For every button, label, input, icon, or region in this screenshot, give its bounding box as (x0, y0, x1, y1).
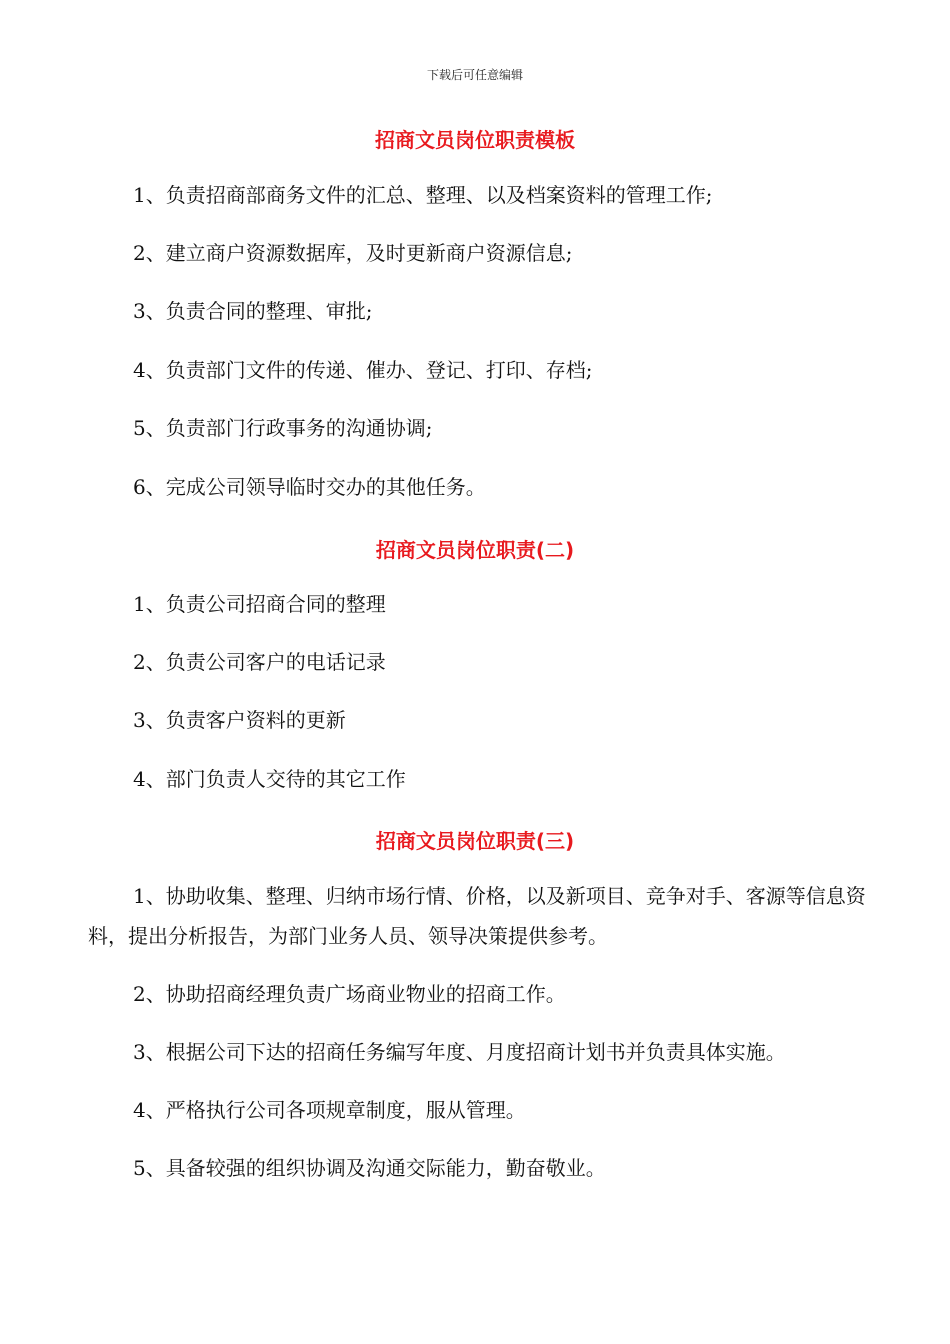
list-item: 4、负责部门文件的传递、催办、登记、打印、存档; (133, 358, 593, 382)
list-item: 3、负责客户资料的更新 (133, 708, 346, 732)
list-item: 5、具备较强的组织协调及沟通交际能力，勤奋敬业。 (133, 1156, 606, 1180)
section-title-3: 招商文员岗位职责(三) (375, 829, 575, 853)
list-item: 2、建立商户资源数据库，及时更新商户资源信息; (133, 241, 573, 265)
list-item: 5、负责部门行政事务的沟通协调; (133, 416, 433, 440)
list-item: 1、负责招商部商务文件的汇总、整理、以及档案资料的管理工作; (133, 183, 713, 207)
list-item: 3、负责合同的整理、审批; (133, 299, 373, 323)
list-item: 2、协助招商经理负责广场商业物业的招商工作。 (133, 982, 566, 1006)
list-item: 3、根据公司下达的招商任务编写年度、月度招商计划书并负责具体实施。 (133, 1040, 786, 1064)
list-item: 6、完成公司领导临时交办的其他任务。 (133, 475, 486, 499)
section-title-1: 招商文员岗位职责模板 (375, 128, 575, 152)
list-item: 1、协助收集、整理、归纳市场行情、价格，以及新项目、竞争对手、客源等信息资料，提出分析报告，为部门业务人员、领导决策提供参考。 (88, 884, 866, 948)
list-item: 4、严格执行公司各项规章制度，服从管理。 (133, 1098, 526, 1122)
section-title-2: 招商文员岗位职责(二) (375, 538, 575, 562)
list-item: 1、负责公司招商合同的整理 (133, 592, 386, 616)
list-item: 2、负责公司客户的电话记录 (133, 650, 386, 674)
list-item: 4、部门负责人交待的其它工作 (133, 767, 406, 791)
header-note: 下载后可任意编辑 (426, 68, 523, 82)
